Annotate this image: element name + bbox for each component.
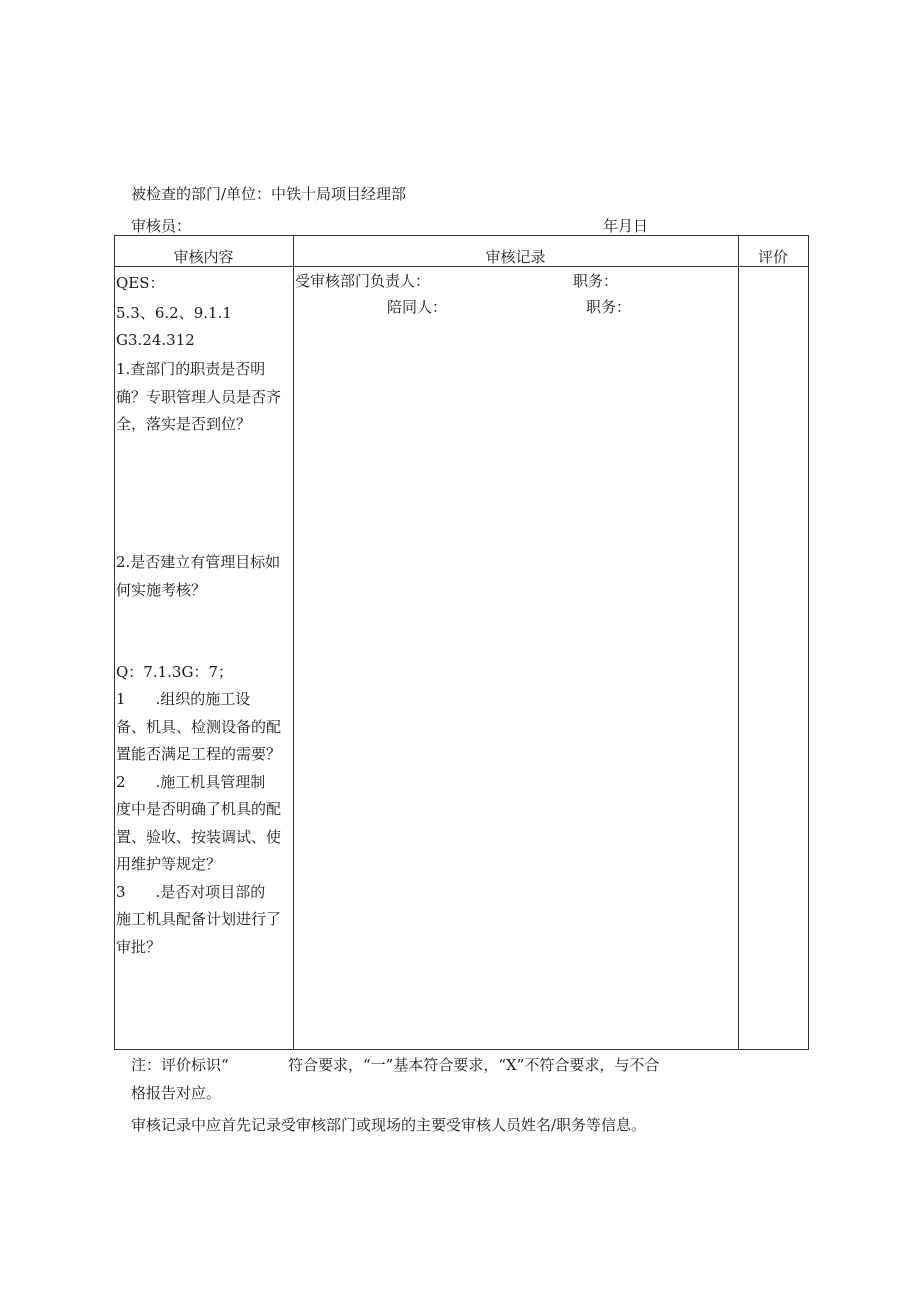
table-bottom-border [114,1049,809,1050]
content-line: 审批？ [116,938,162,956]
table-col-divider-1 [293,235,294,1050]
content-line: 用维护等规定？ [116,855,222,873]
col-header-record: 审核记录 [485,248,546,266]
content-line: 施工机具配备计划进行了 [116,910,282,928]
col-header-evaluation: 评价 [757,248,788,266]
content-line: 何实施考核？ [116,581,207,599]
content-line: 全，落实是否到位？ [116,415,252,433]
content-line: 置能否满足工程的需要？ [116,745,282,763]
content-line: 5.3、6.2、9.1.1 [116,304,232,322]
content-line: G3.24.312 [116,331,195,349]
auditor-label: 审核员： [131,217,192,235]
note-line-2: 格报告对应。 [131,1084,222,1102]
position-label-1: 职务： [573,272,619,290]
content-line: QES： [116,274,165,292]
content-line: Q：7.1.3G：7； [116,663,233,681]
inspected-dept-label: 被检查的部门/单位：中铁十局项目经理部 [131,185,407,203]
content-line: 2.是否建立有管理目标如 [116,553,281,571]
table-left-border [114,235,115,1050]
note-line-3: 审核记录中应首先记录受审核部门或现场的主要受审核人员姓名/职务等信息。 [131,1116,647,1134]
companion-label: 陪同人： [387,298,448,316]
note-line-1a: 注：评价标识“ [131,1056,229,1074]
col-header-content: 审核内容 [173,248,234,266]
content-line: 1.查部门的职责是否明 [116,360,266,378]
content-line: 确？专职管理人员是否齐 [116,388,282,406]
table-col-divider-2 [738,235,739,1050]
position-label-2: 职务： [586,298,632,316]
note-line-1b: 符合要求，“一”基本符合要求，“X”不符合要求，与不合 [288,1056,660,1074]
table-top-border [114,235,809,236]
content-line: 置、验收、按装调试、使 [116,828,282,846]
content-line: 1 .组织的施工设 [116,690,251,708]
dept-head-label: 受审核部门负责人： [295,272,431,290]
table-right-border [808,235,809,1050]
content-line: 度中是否明确了机具的配 [116,800,282,818]
content-line: 3 .是否对项目部的 [116,883,266,901]
date-label: 年月日 [603,217,649,235]
content-line: 2 .施工机具管理制 [116,773,266,791]
content-line: 备、机具、检测设备的配 [116,718,282,736]
